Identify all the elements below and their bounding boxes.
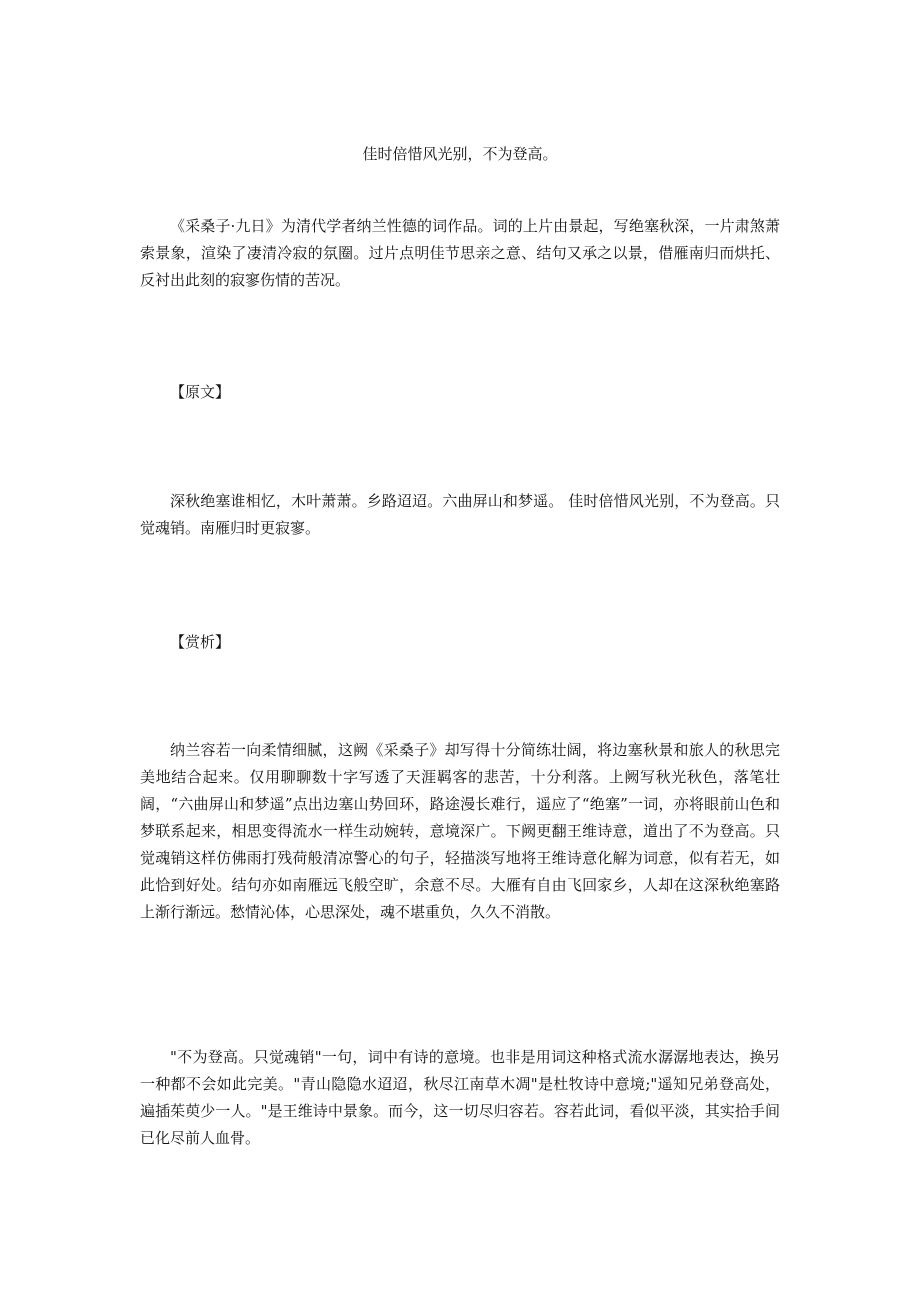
heading-original-text: 【原文】 <box>170 383 231 401</box>
analysis-paragraph-1: 纳兰容若一向柔情细腻，这阙《采桑子》却写得十分简练壮阔，将边塞秋景和旅人的秋思完美地结合起来。仅用聊聊数十字写透了天涯羁客的悲苦，十分利落。上阙写秋光秋色，落笔壮阔，“六曲屏山和梦遥”点出边塞山势回环，路途漫长难行，遥应了“绝塞”一词，亦将眼前山色和梦联系起来，相思变得流水一样生动婉转，意境深广。下阙更翻王维诗意，道出了不为登高。只觉魂销这样仿佛雨打残荷般清凉警心的句子，轻描淡写地将王维诗意化解为词意，似有若无，如此恰到好处。结句亦如南雁远飞般空旷，余意不尽。大雁有自由飞回家乡，人却在这深秋绝塞路上渐行渐远。愁情沁体，心思深处，魂不堪重负，久久不消散。 <box>140 741 780 921</box>
analysis-paragraph-2: "不为登高。只觉魂销"一句，词中有诗的意境。也非是用词这种格式流水潺潺地表达，换另一种都不会如此完美。"青山隐隐水迢迢，秋尽江南草木凋"是杜牧诗中意境;"遥知兄弟登高处，遍插茱萸少一人。"是王维诗中景象。而今，这一切尽归容若。容若此词，看似平淡，其实拾手间已化尽前人血骨。 <box>140 1048 780 1147</box>
heading-analysis: 【赏析】 <box>170 633 231 651</box>
original-poem-paragraph: 深秋绝塞谁相忆，木叶萧萧。乡路迢迢。六曲屏山和梦遥。 佳时倍惜风光别，不为登高。只觉魂销。南雁归时更寂寥。 <box>140 492 780 537</box>
top-verse-line: 佳时倍惜风光别，不为登高。 <box>362 145 558 163</box>
intro-paragraph: 《采桑子·九日》为清代学者纳兰性德的词作品。词的上片由景起，写绝塞秋深，一片肃煞萧索景象，渲染了凄清冷寂的氛圈。过片点明佳节思亲之意、结句又承之以景，借雁南归而烘托、反衬出此刻的寂寥伤情的苦况。 <box>140 217 780 289</box>
